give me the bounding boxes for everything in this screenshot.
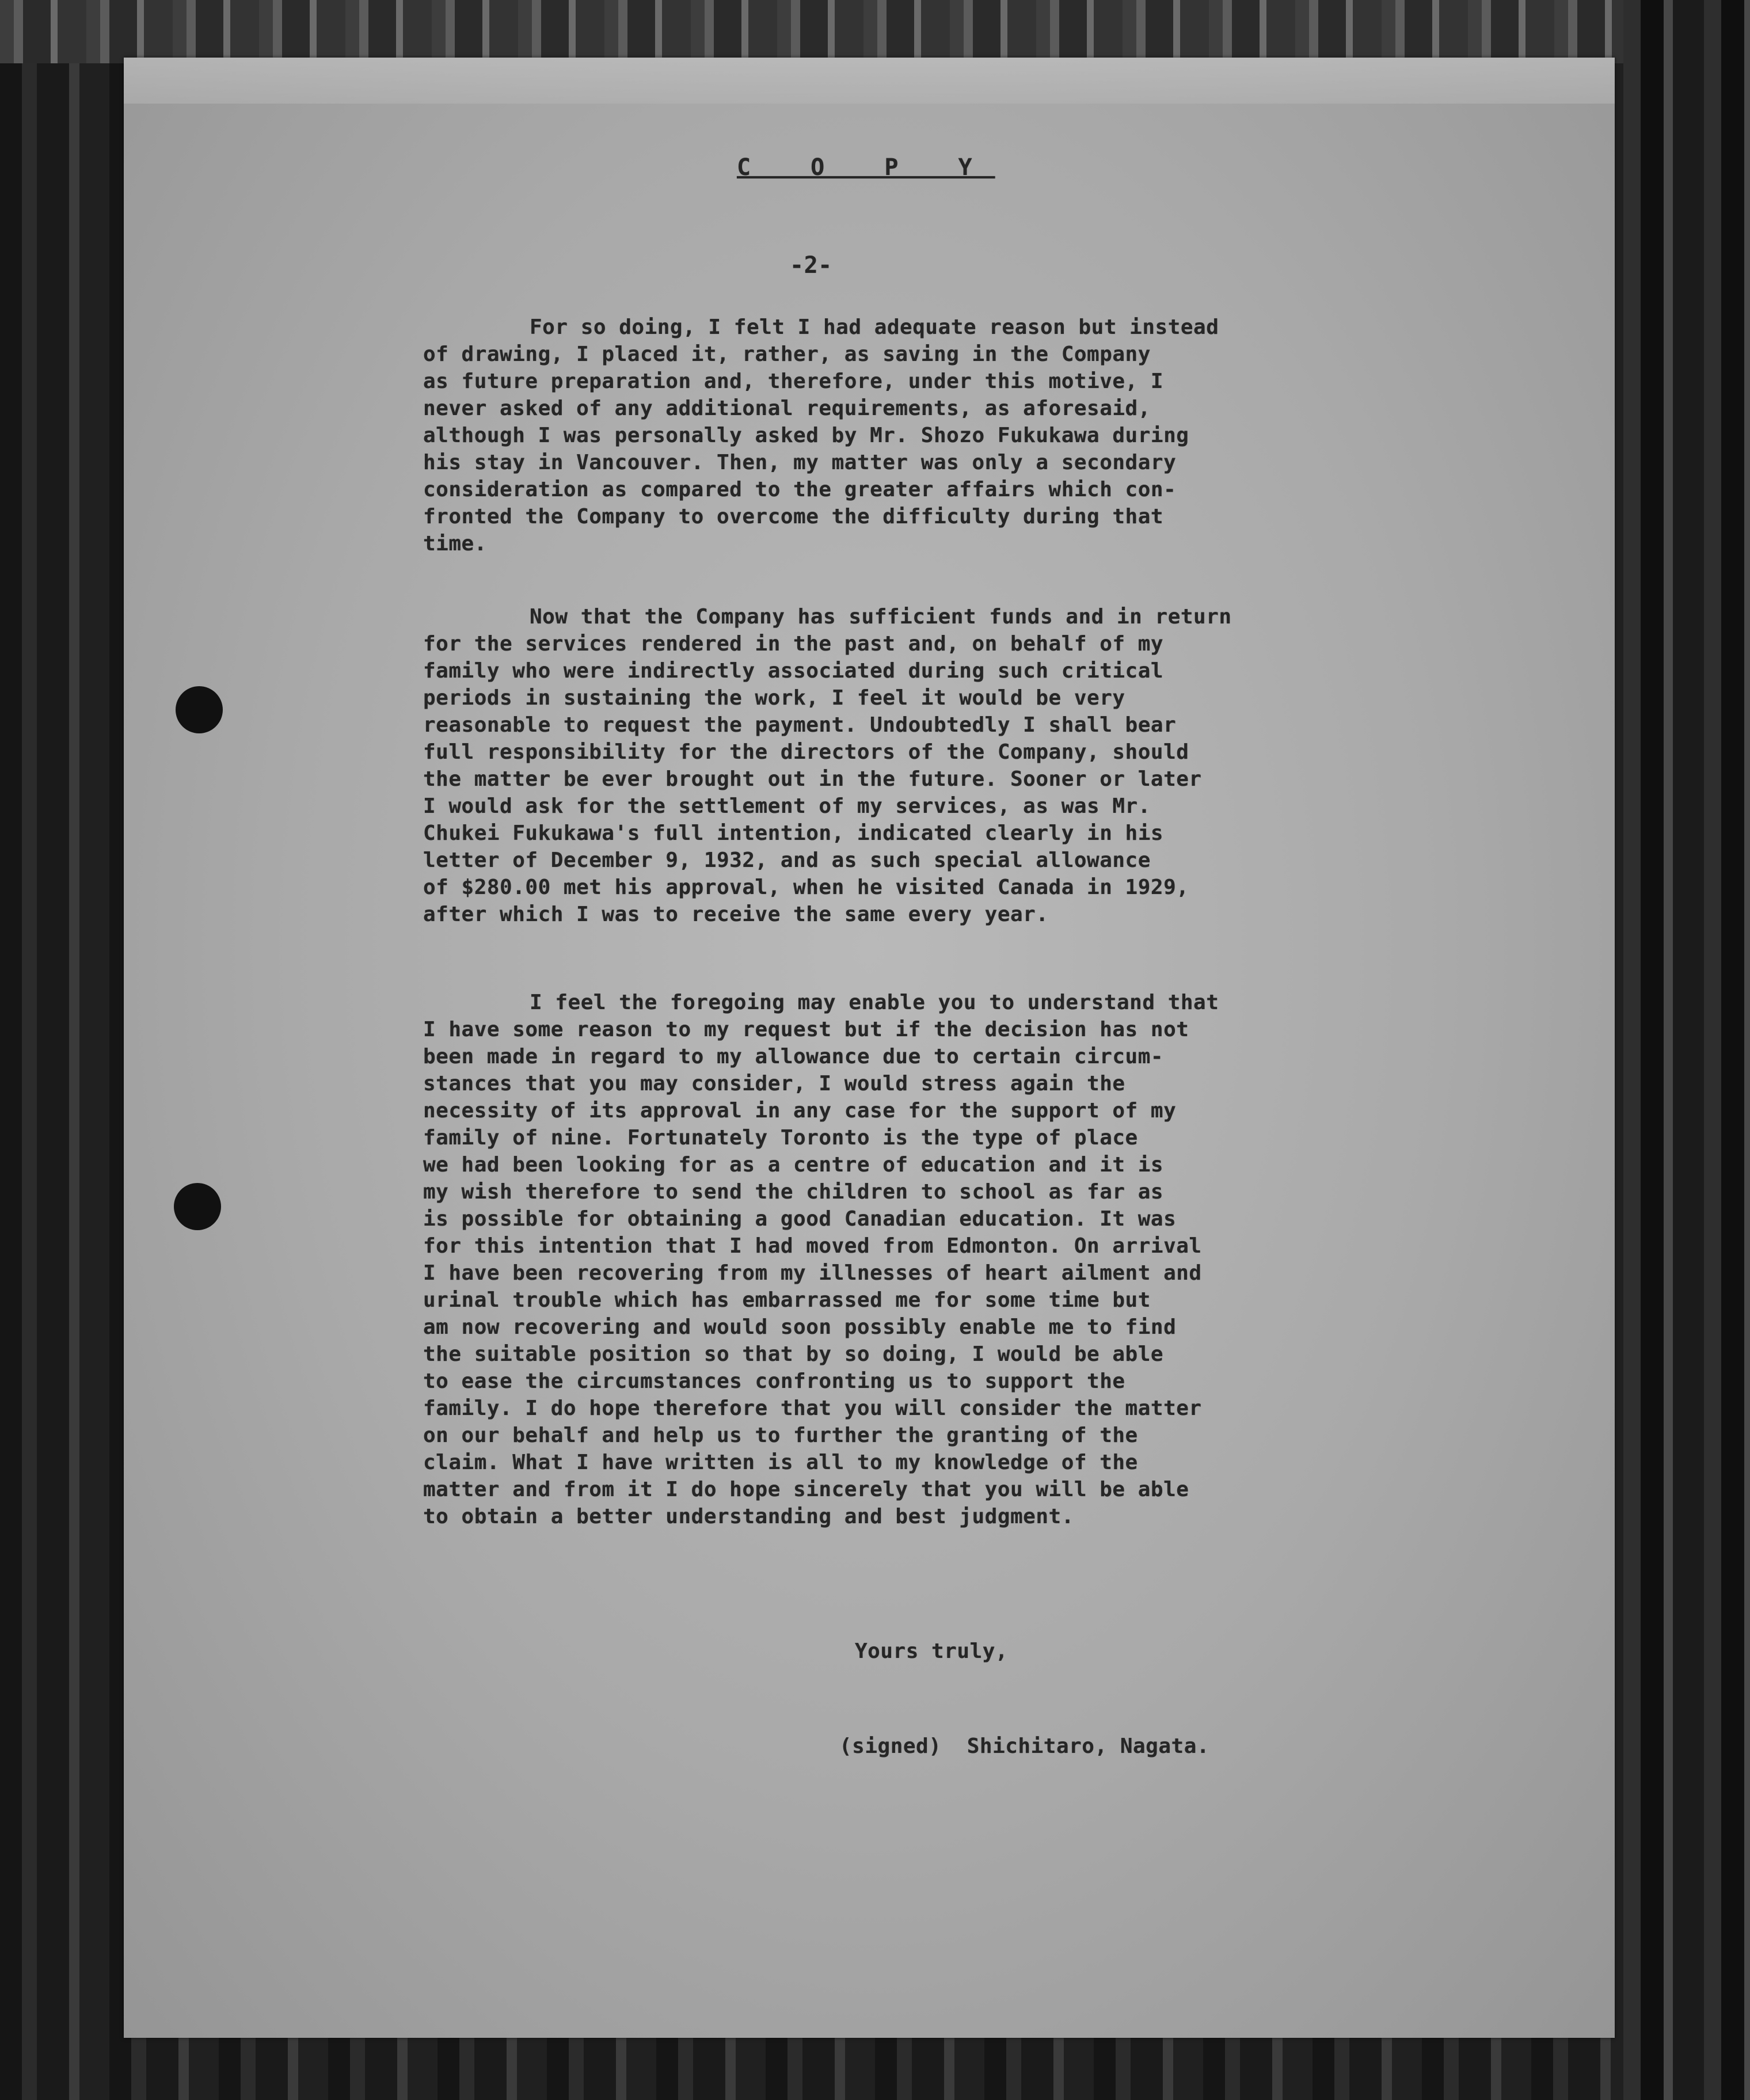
paragraph-3-line-6: family of nine. Fortunately Toronto is the type of place [423,1126,1138,1150]
paragraph-3-line-20: to obtain a better understanding and best judgment. [423,1505,1074,1528]
paragraph-2-line-8: I would ask for the settlement of my services, as was Mr. [423,794,1151,818]
paragraph-2-line-12: after which I was to receive the same every year. [423,903,1049,926]
paragraph-2-line-4: periods in sustaining the work, I feel it would be very [423,686,1125,710]
paragraph-3-line-13: am now recovering and would soon possibly enable me to find [423,1315,1177,1339]
paragraph-3-line-8: my wish therefore to send the children to school as far as [423,1180,1164,1204]
paragraph-2-line-7: the matter be ever brought out in the future. Sooner or later [423,767,1202,791]
paragraph-2-line-10: letter of December 9, 1932, and as such special allowance [423,849,1151,872]
paragraph-3-line-14: the suitable position so that by so doing, I would be able [423,1342,1164,1366]
paragraph-3-line-10: for this intention that I had moved from Edmonton. On arrival [423,1234,1202,1258]
paragraph-1-line-9: time. [423,532,487,556]
paragraph-1-line-1: For so doing, I felt I had adequate reason but instead [530,315,1219,339]
paragraph-3-line-4: stances that you may consider, I would stress again the [423,1072,1125,1095]
closing-salutation: Yours truly, [855,1639,1009,1663]
paragraph-1-line-7: consideration as compared to the greater affairs which con- [423,478,1177,501]
paragraph-3-line-9: is possible for obtaining a good Canadian education. It was [423,1207,1177,1231]
paragraph-3-line-12: urinal trouble which has embarrassed me for some time but [423,1288,1151,1312]
paragraph-2-line-1: Now that the Company has sufficient funds and in return [530,605,1232,629]
scan-background-top [0,0,1750,63]
paragraph-2-line-2: for the services rendered in the past and, on behalf of my [423,632,1164,656]
paragraph-3-line-2: I have some reason to my request but if the decision has not [423,1018,1189,1041]
page-fold [124,58,1615,104]
paragraph-3-line-1: I feel the foregoing may enable you to understand that [530,991,1219,1014]
paragraph-1-line-2: of drawing, I placed it, rather, as saving in the Company [423,343,1151,366]
paragraph-3-line-11: I have been recovering from my illnesses of heart ailment and [423,1261,1202,1285]
paragraph-3-line-19: matter and from it I do hope sincerely that you will be able [423,1478,1189,1501]
page-number: -2- [790,252,832,279]
paragraph-2-line-6: full responsibility for the directors of the Company, should [423,740,1189,764]
paragraph-1-line-8: fronted the Company to overcome the difficulty during that [423,505,1164,528]
paragraph-3-line-5: necessity of its approval in any case for the support of my [423,1099,1177,1123]
paragraph-2-line-9: Chukei Fukukawa's full intention, indicated clearly in his [423,821,1164,845]
copy-mark: C O P Y [737,154,995,181]
paragraph-1-line-3: as future preparation and, therefore, under this motive, I [423,370,1164,393]
paragraph-2-line-5: reasonable to request the payment. Undoubtedly I shall bear [423,713,1177,737]
paragraph-3-line-15: to ease the circumstances confronting us to support the [423,1369,1125,1393]
punch-hole [176,686,223,733]
paragraph-1-line-5: although I was personally asked by Mr. Shozo Fukukawa during [423,424,1189,447]
paragraph-3-line-18: claim. What I have written is all to my knowledge of the [423,1451,1138,1474]
paragraph-3-line-7: we had been looking for as a centre of education and it is [423,1153,1164,1177]
paragraph-3-line-3: been made in regard to my allowance due to certain circum- [423,1045,1164,1068]
paragraph-3-line-16: family. I do hope therefore that you will consider the matter [423,1397,1202,1420]
paragraph-3-line-17: on our behalf and help us to further the granting of the [423,1424,1138,1447]
paragraph-1-line-6: his stay in Vancouver. Then, my matter was only a secondary [423,451,1177,474]
paragraph-2-line-3: family who were indirectly associated during such critical [423,659,1164,683]
paragraph-2-line-11: of $280.00 met his approval, when he visited Canada in 1929, [423,876,1189,899]
scan-background-right [1623,0,1750,2100]
punch-hole [174,1183,221,1230]
signature-line: (signed) Shichitaro, Nagata. [839,1734,1210,1758]
paragraph-1-line-4: never asked of any additional requirements, as aforesaid, [423,397,1151,420]
